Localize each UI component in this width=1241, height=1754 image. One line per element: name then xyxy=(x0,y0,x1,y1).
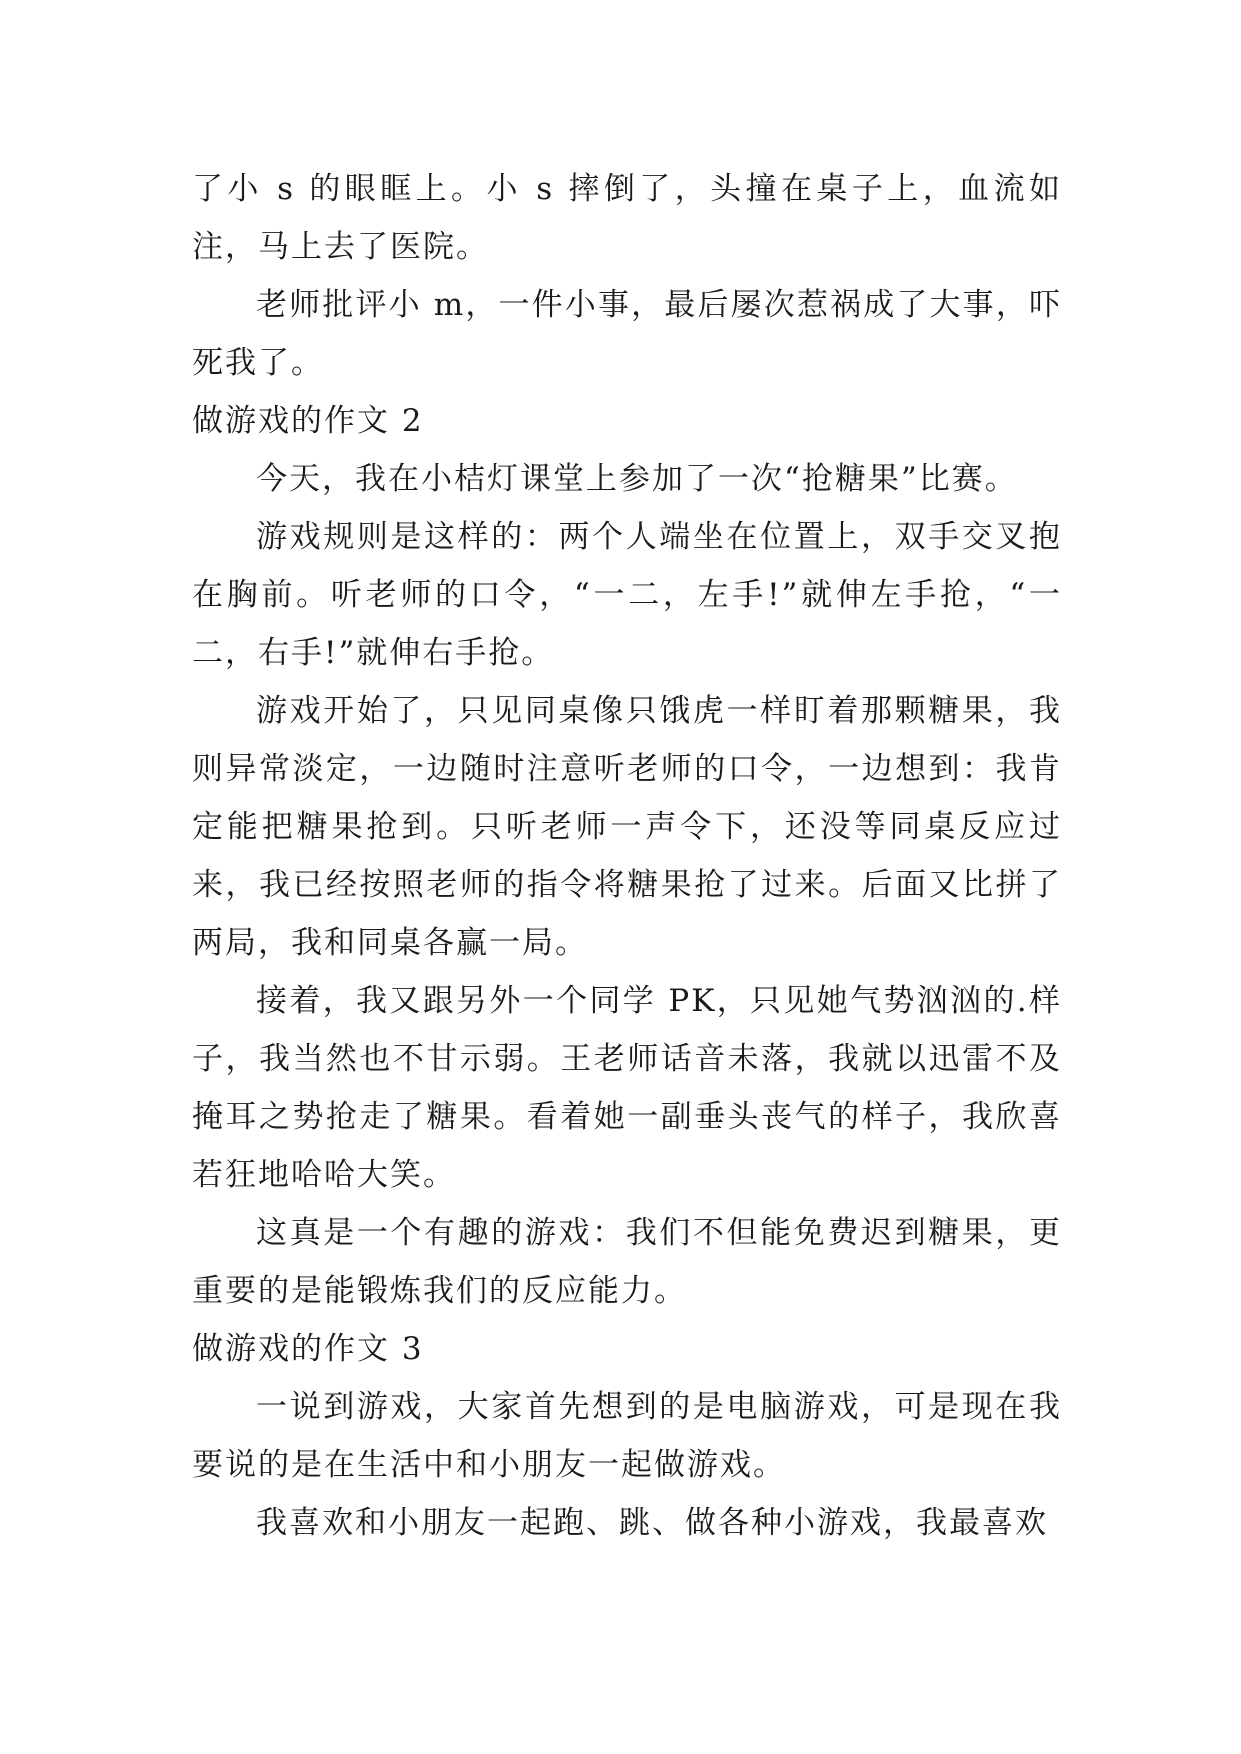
paragraph: 游戏开始了，只见同桌像只饿虎一样盯着那颗糖果，我则异常淡定，一边随时注意听老师的口令，一边想到：我肯定能把糖果抢到。只听老师一声令下，还没等同桌反应过来，我已经按照老师的指令将糖果抢了过来。后面又比拼了两局，我和同桌各赢一局。 xyxy=(192,693,1062,961)
paragraph: 我喜欢和小朋友一起跑、跳、做各种小游戏，我最喜欢 xyxy=(256,1505,1048,1541)
document-body xyxy=(192,160,1062,1552)
paragraph: 了小 s 的眼眶上。小 s 摔倒了，头撞在桌子上，血流如注，马上去了医院。 xyxy=(192,171,1062,265)
paragraph: 接着，我又跟另外一个同学 PK，只见她气势汹汹的.样子，我当然也不甘示弱。王老师话音未落，我就以迅雷不及掩耳之势抢走了糖果。看着她一副垂头丧气的样子，我欣喜若狂地哈哈大笑。 xyxy=(192,983,1062,1193)
paragraph: 这真是一个有趣的游戏：我们不但能免费迟到糖果，更重要的是能锻炼我们的反应能力。 xyxy=(192,1215,1062,1309)
paragraph: 今天，我在小桔灯课堂上参加了一次“抢糖果”比赛。 xyxy=(256,461,1018,497)
essay-heading: 做游戏的作文 3 xyxy=(192,1331,424,1367)
paragraph: 游戏规则是这样的：两个人端坐在位置上，双手交叉抱在胸前。听老师的口令，“一二，左手!”就伸左手抢，“一二，右手!”就伸右手抢。 xyxy=(192,519,1062,671)
essay-heading: 做游戏的作文 2 xyxy=(192,403,424,439)
paragraph: 老师批评小 m，一件小事，最后屡次惹祸成了大事，吓死我了。 xyxy=(192,287,1062,381)
paragraph: 一说到游戏，大家首先想到的是电脑游戏，可是现在我要说的是在生活中和小朋友一起做游戏。 xyxy=(192,1389,1062,1483)
